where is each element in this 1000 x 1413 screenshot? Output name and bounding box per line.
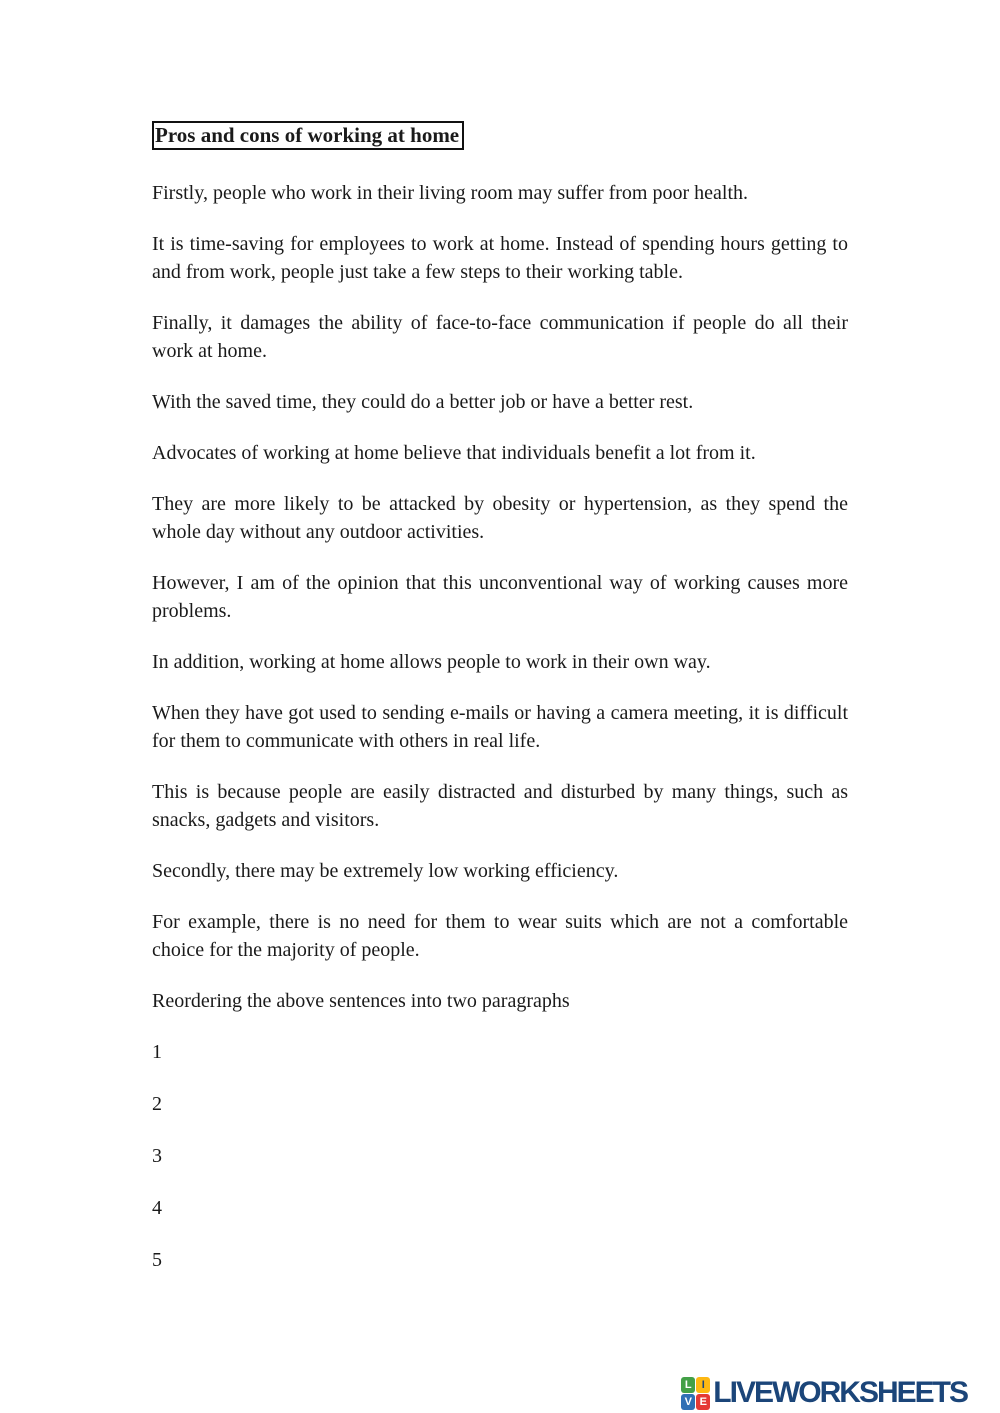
sentence: Advocates of working at home believe that individuals benefit a lot from it.: [152, 442, 756, 464]
sentence: Firstly, people who work in their living room may suffer from poor health.: [152, 182, 749, 204]
logo-tile-l: L: [681, 1377, 695, 1393]
answer-slot-list: [152, 1038, 848, 1274]
logo-tile-i: I: [696, 1377, 710, 1393]
answer-slot-4: 4: [152, 1197, 162, 1219]
sentence-list: [152, 179, 848, 1015]
sentence: For example, there is no need for them to wear suits which are not a comfortable choice for the majority of people.: [152, 911, 848, 961]
liveworksheets-wordmark: LIVEWORKSHEETS: [713, 1376, 967, 1409]
sentence: This is because people are easily distracted and disturbed by many things, such as snacks, gadgets and visitors.: [152, 781, 848, 831]
liveworksheets-grid-icon: [681, 1377, 710, 1410]
worksheet-page: [152, 121, 848, 1298]
sentence: Secondly, there may be extremely low working efficiency.: [152, 860, 619, 882]
worksheet-title: Pros and cons of working at home: [152, 121, 464, 150]
sentence: When they have got used to sending e-mails or having a camera meeting, it is difficult for them to communicate with others in real life.: [152, 702, 848, 752]
sentence: They are more likely to be attacked by obesity or hypertension, as they spend the whole day without any outdoor activities.: [152, 493, 848, 543]
sentence: In addition, working at home allows people to work in their own way.: [152, 651, 711, 673]
logo-tile-v: V: [681, 1394, 695, 1410]
sentence: With the saved time, they could do a better job or have a better rest.: [152, 391, 694, 413]
answer-slot-3: 3: [152, 1145, 162, 1167]
sentence: However, I am of the opinion that this unconventional way of working causes more problems.: [152, 572, 848, 622]
sentence: It is time-saving for employees to work at home. Instead of spending hours getting to and from work, people just take a few steps to their working table.: [152, 233, 848, 283]
answer-slot-5: 5: [152, 1249, 162, 1271]
answer-slot-1: 1: [152, 1041, 162, 1063]
sentence: Finally, it damages the ability of face-to-face communication if people do all their work at home.: [152, 312, 848, 362]
reorder-instruction: Reordering the above sentences into two paragraphs: [152, 990, 570, 1012]
logo-tile-e: E: [696, 1394, 710, 1410]
answer-slot-2: 2: [152, 1093, 162, 1115]
liveworksheets-logo[interactable]: [681, 1376, 967, 1410]
